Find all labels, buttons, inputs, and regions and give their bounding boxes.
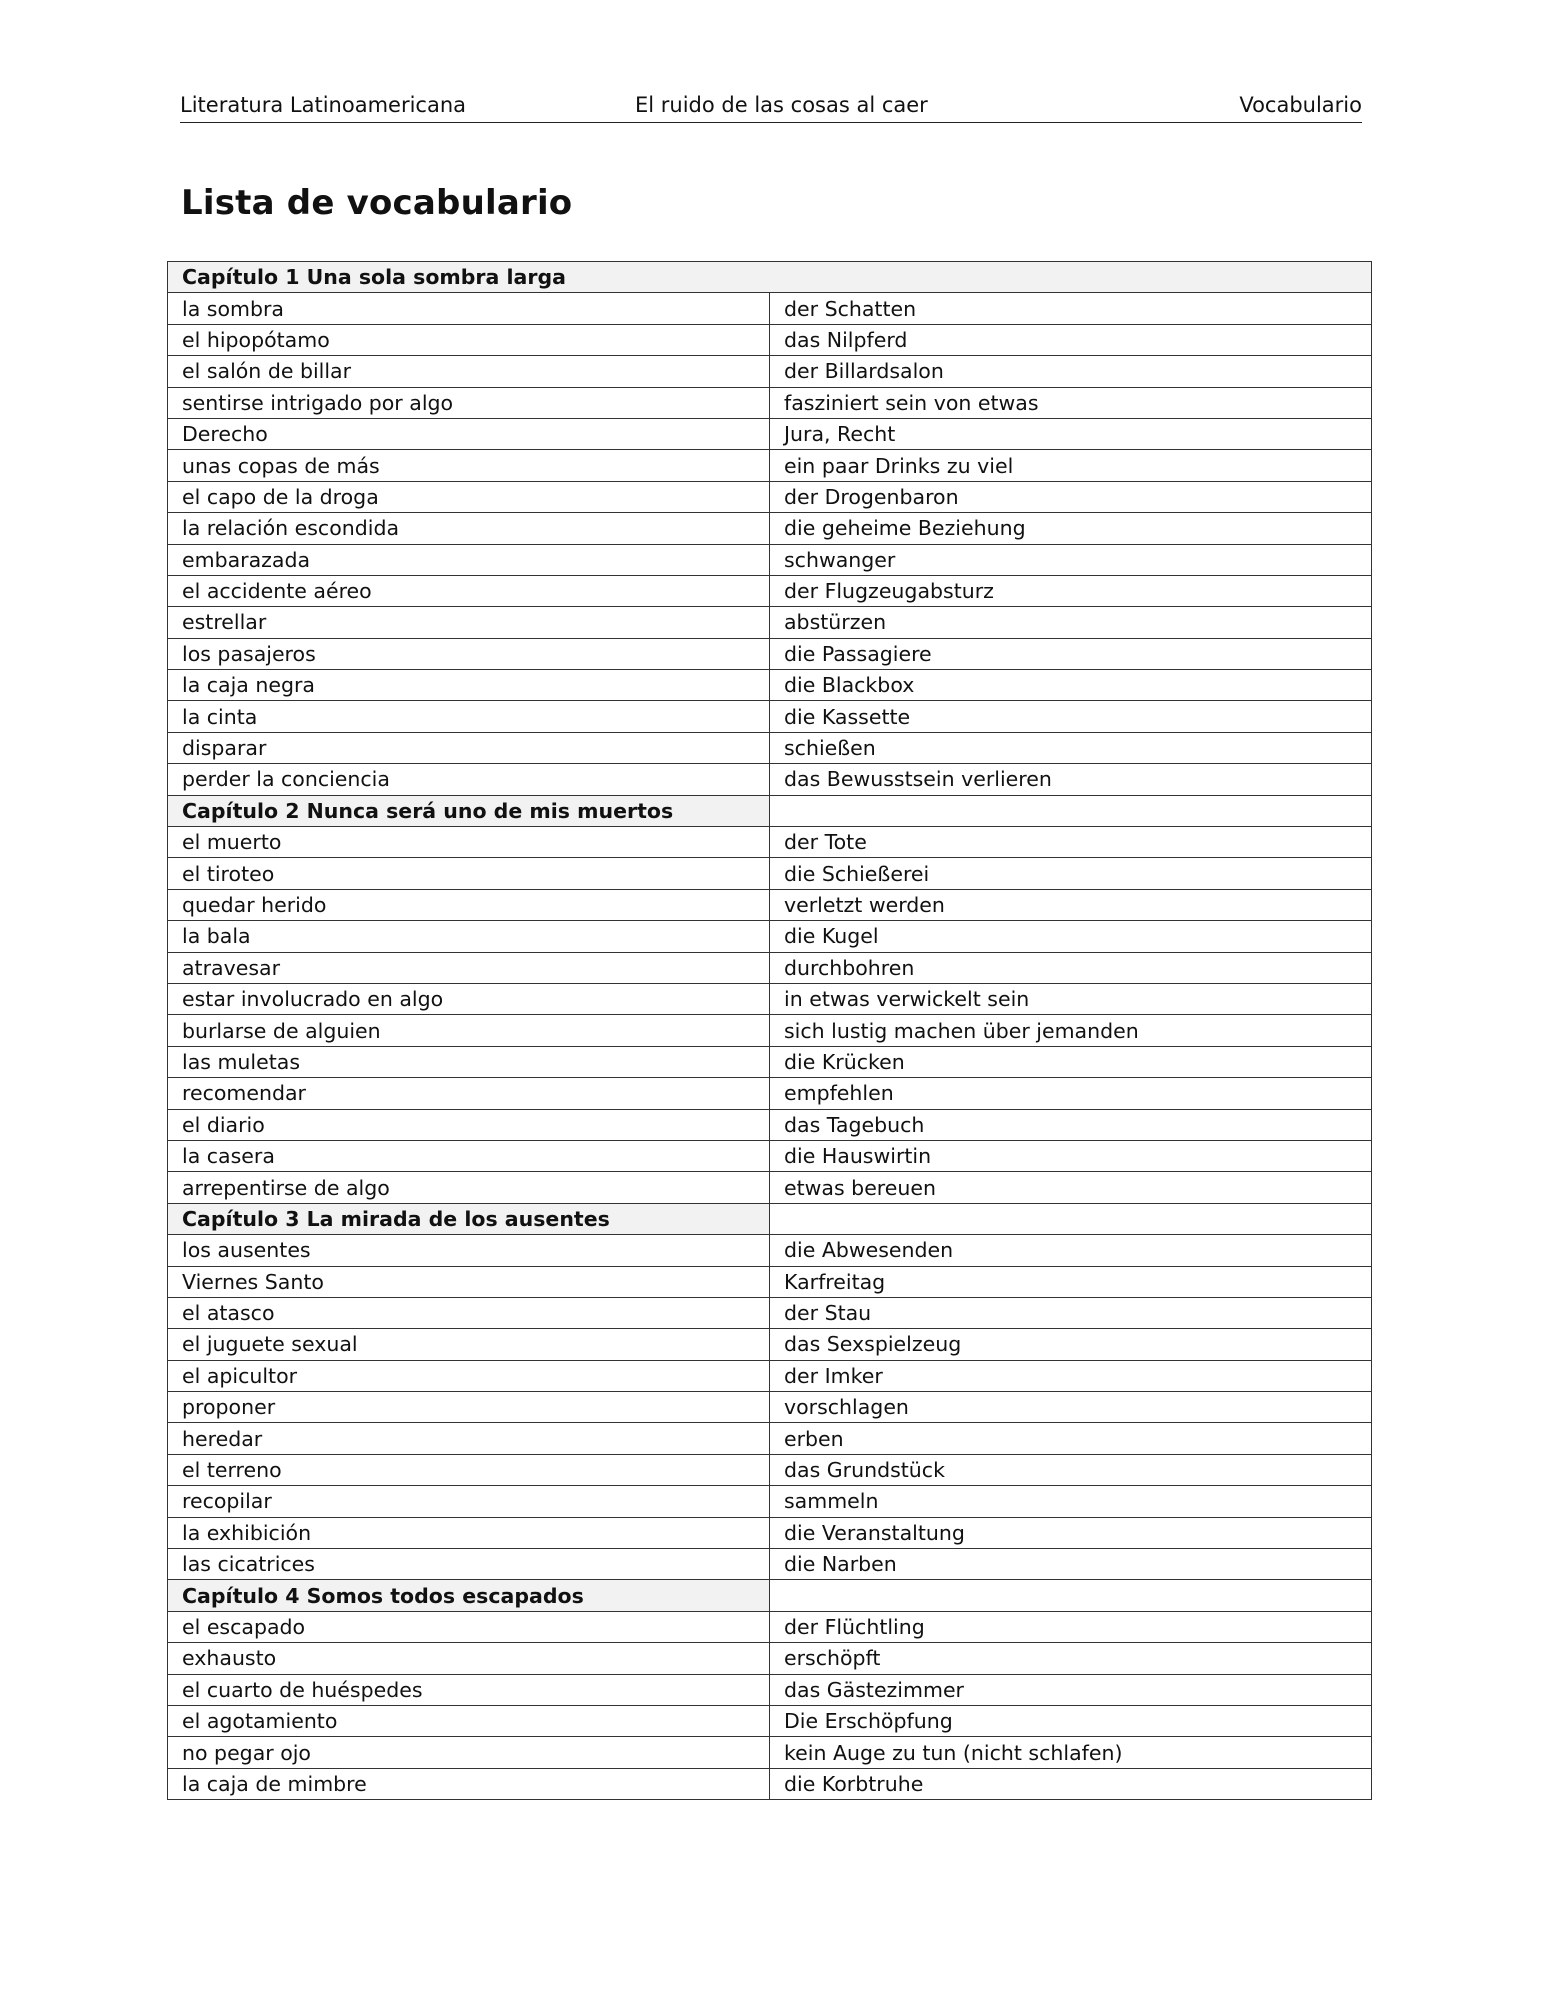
vocab-row	[168, 1423, 1372, 1454]
spanish-term: el accidente aéreo	[168, 575, 770, 606]
german-translation: das Nilpferd	[770, 324, 1372, 355]
german-translation: das Tagebuch	[770, 1109, 1372, 1140]
vocab-row	[168, 983, 1372, 1014]
spanish-term: proponer	[168, 1392, 770, 1423]
vocab-row	[168, 387, 1372, 418]
spanish-term: la casera	[168, 1140, 770, 1171]
vocab-row	[168, 1737, 1372, 1768]
header-book-title: El ruido de las cosas al caer	[635, 93, 928, 117]
german-translation: die Blackbox	[770, 670, 1372, 701]
vocab-row	[168, 1297, 1372, 1328]
german-translation: in etwas verwickelt sein	[770, 983, 1372, 1014]
spanish-term: arrepentirse de algo	[168, 1172, 770, 1203]
vocabulary-table-body	[168, 262, 1372, 1800]
vocab-row	[168, 1549, 1372, 1580]
german-translation: die Kassette	[770, 701, 1372, 732]
german-translation: das Sexspielzeug	[770, 1329, 1372, 1360]
chapter-title: Capítulo 1 Una sola sombra larga	[168, 262, 1372, 293]
vocab-row	[168, 638, 1372, 669]
spanish-term: las muletas	[168, 1046, 770, 1077]
vocab-row	[168, 481, 1372, 512]
vocab-row	[168, 544, 1372, 575]
vocab-row	[168, 1015, 1372, 1046]
german-translation: ein paar Drinks zu viel	[770, 450, 1372, 481]
vocab-row	[168, 513, 1372, 544]
page-header	[180, 92, 1362, 123]
german-translation: sammeln	[770, 1486, 1372, 1517]
spanish-term: el terreno	[168, 1454, 770, 1485]
vocab-row	[168, 1486, 1372, 1517]
spanish-term: el tiroteo	[168, 858, 770, 889]
chapter-title-empty-cell	[770, 795, 1372, 826]
chapter-title: Capítulo 2 Nunca será uno de mis muertos	[168, 795, 770, 826]
vocab-row	[168, 732, 1372, 763]
vocab-row	[168, 293, 1372, 324]
spanish-term: quedar herido	[168, 889, 770, 920]
spanish-term: perder la conciencia	[168, 764, 770, 795]
vocab-row	[168, 1517, 1372, 1548]
german-translation: abstürzen	[770, 607, 1372, 638]
spanish-term: estrellar	[168, 607, 770, 638]
vocab-row	[168, 1078, 1372, 1109]
spanish-term: heredar	[168, 1423, 770, 1454]
vocab-row	[168, 1172, 1372, 1203]
spanish-term: el escapado	[168, 1611, 770, 1642]
german-translation: die Hauswirtin	[770, 1140, 1372, 1171]
german-translation: die Narben	[770, 1549, 1372, 1580]
vocab-row	[168, 701, 1372, 732]
vocab-row	[168, 1674, 1372, 1705]
german-translation: die Schießerei	[770, 858, 1372, 889]
spanish-term: los ausentes	[168, 1235, 770, 1266]
spanish-term: el apicultor	[168, 1360, 770, 1391]
german-translation: die Passagiere	[770, 638, 1372, 669]
german-translation: der Imker	[770, 1360, 1372, 1391]
vocab-row	[168, 1454, 1372, 1485]
german-translation: empfehlen	[770, 1078, 1372, 1109]
german-translation: das Grundstück	[770, 1454, 1372, 1485]
german-translation: Die Erschöpfung	[770, 1705, 1372, 1736]
vocab-row	[168, 1109, 1372, 1140]
header-course: Literatura Latinoamericana	[180, 93, 467, 117]
spanish-term: no pegar ojo	[168, 1737, 770, 1768]
vocab-row	[168, 356, 1372, 387]
german-translation: Karfreitag	[770, 1266, 1372, 1297]
vocab-row	[168, 1360, 1372, 1391]
vocab-row	[168, 827, 1372, 858]
vocab-row	[168, 450, 1372, 481]
german-translation: die Korbtruhe	[770, 1768, 1372, 1799]
vocab-row	[168, 1046, 1372, 1077]
vocab-row	[168, 670, 1372, 701]
german-translation: das Gästezimmer	[770, 1674, 1372, 1705]
spanish-term: el salón de billar	[168, 356, 770, 387]
spanish-term: Viernes Santo	[168, 1266, 770, 1297]
german-translation: fasziniert sein von etwas	[770, 387, 1372, 418]
spanish-term: burlarse de alguien	[168, 1015, 770, 1046]
german-translation: vorschlagen	[770, 1392, 1372, 1423]
spanish-term: la relación escondida	[168, 513, 770, 544]
spanish-term: el atasco	[168, 1297, 770, 1328]
german-translation: die geheime Beziehung	[770, 513, 1372, 544]
spanish-term: el diario	[168, 1109, 770, 1140]
vocab-row	[168, 1643, 1372, 1674]
spanish-term: la bala	[168, 921, 770, 952]
german-translation: verletzt werden	[770, 889, 1372, 920]
german-translation: sich lustig machen über jemanden	[770, 1015, 1372, 1046]
header-section: Vocabulario	[1239, 93, 1362, 117]
german-translation: der Flugzeugabsturz	[770, 575, 1372, 606]
page-title: Lista de vocabulario	[181, 183, 573, 223]
spanish-term: el muerto	[168, 827, 770, 858]
spanish-term: sentirse intrigado por algo	[168, 387, 770, 418]
spanish-term: el capo de la droga	[168, 481, 770, 512]
chapter-title: Capítulo 4 Somos todos escapados	[168, 1580, 770, 1611]
vocab-row	[168, 607, 1372, 638]
german-translation: schießen	[770, 732, 1372, 763]
vocab-row	[168, 1235, 1372, 1266]
german-translation: die Abwesenden	[770, 1235, 1372, 1266]
spanish-term: el cuarto de huéspedes	[168, 1674, 770, 1705]
spanish-term: las cicatrices	[168, 1549, 770, 1580]
chapter-heading-row	[168, 795, 1372, 826]
german-translation: der Stau	[770, 1297, 1372, 1328]
german-translation: schwanger	[770, 544, 1372, 575]
german-translation: durchbohren	[770, 952, 1372, 983]
german-translation: erben	[770, 1423, 1372, 1454]
vocab-row	[168, 764, 1372, 795]
vocab-row	[168, 858, 1372, 889]
german-translation: das Bewusstsein verlieren	[770, 764, 1372, 795]
spanish-term: la exhibición	[168, 1517, 770, 1548]
vocab-row	[168, 575, 1372, 606]
german-translation: der Flüchtling	[770, 1611, 1372, 1642]
spanish-term: la caja de mimbre	[168, 1768, 770, 1799]
spanish-term: la caja negra	[168, 670, 770, 701]
spanish-term: la sombra	[168, 293, 770, 324]
chapter-title: Capítulo 3 La mirada de los ausentes	[168, 1203, 770, 1234]
vocab-row	[168, 952, 1372, 983]
spanish-term: unas copas de más	[168, 450, 770, 481]
chapter-title-empty-cell	[770, 1580, 1372, 1611]
german-translation: die Kugel	[770, 921, 1372, 952]
german-translation: die Veranstaltung	[770, 1517, 1372, 1548]
chapter-heading-row	[168, 1203, 1372, 1234]
spanish-term: recomendar	[168, 1078, 770, 1109]
german-translation: der Drogenbaron	[770, 481, 1372, 512]
vocab-row	[168, 1768, 1372, 1799]
chapter-heading-row	[168, 1580, 1372, 1611]
spanish-term: estar involucrado en algo	[168, 983, 770, 1014]
vocab-row	[168, 418, 1372, 449]
vocab-row	[168, 1705, 1372, 1736]
vocab-row	[168, 1140, 1372, 1171]
chapter-heading-row	[168, 262, 1372, 293]
german-translation: der Schatten	[770, 293, 1372, 324]
german-translation: der Billardsalon	[770, 356, 1372, 387]
spanish-term: recopilar	[168, 1486, 770, 1517]
spanish-term: exhausto	[168, 1643, 770, 1674]
spanish-term: los pasajeros	[168, 638, 770, 669]
german-translation: die Krücken	[770, 1046, 1372, 1077]
chapter-title-empty-cell	[770, 1203, 1372, 1234]
spanish-term: el agotamiento	[168, 1705, 770, 1736]
spanish-term: la cinta	[168, 701, 770, 732]
vocab-row	[168, 1329, 1372, 1360]
vocab-row	[168, 1266, 1372, 1297]
vocab-row	[168, 324, 1372, 355]
spanish-term: Derecho	[168, 418, 770, 449]
german-translation: der Tote	[770, 827, 1372, 858]
vocab-row	[168, 1392, 1372, 1423]
spanish-term: el juguete sexual	[168, 1329, 770, 1360]
spanish-term: embarazada	[168, 544, 770, 575]
vocab-row	[168, 1611, 1372, 1642]
spanish-term: atravesar	[168, 952, 770, 983]
spanish-term: disparar	[168, 732, 770, 763]
vocabulary-table	[167, 261, 1372, 1800]
german-translation: Jura, Recht	[770, 418, 1372, 449]
german-translation: etwas bereuen	[770, 1172, 1372, 1203]
vocab-row	[168, 921, 1372, 952]
vocab-row	[168, 889, 1372, 920]
german-translation: kein Auge zu tun (nicht schlafen)	[770, 1737, 1372, 1768]
spanish-term: el hipopótamo	[168, 324, 770, 355]
german-translation: erschöpft	[770, 1643, 1372, 1674]
